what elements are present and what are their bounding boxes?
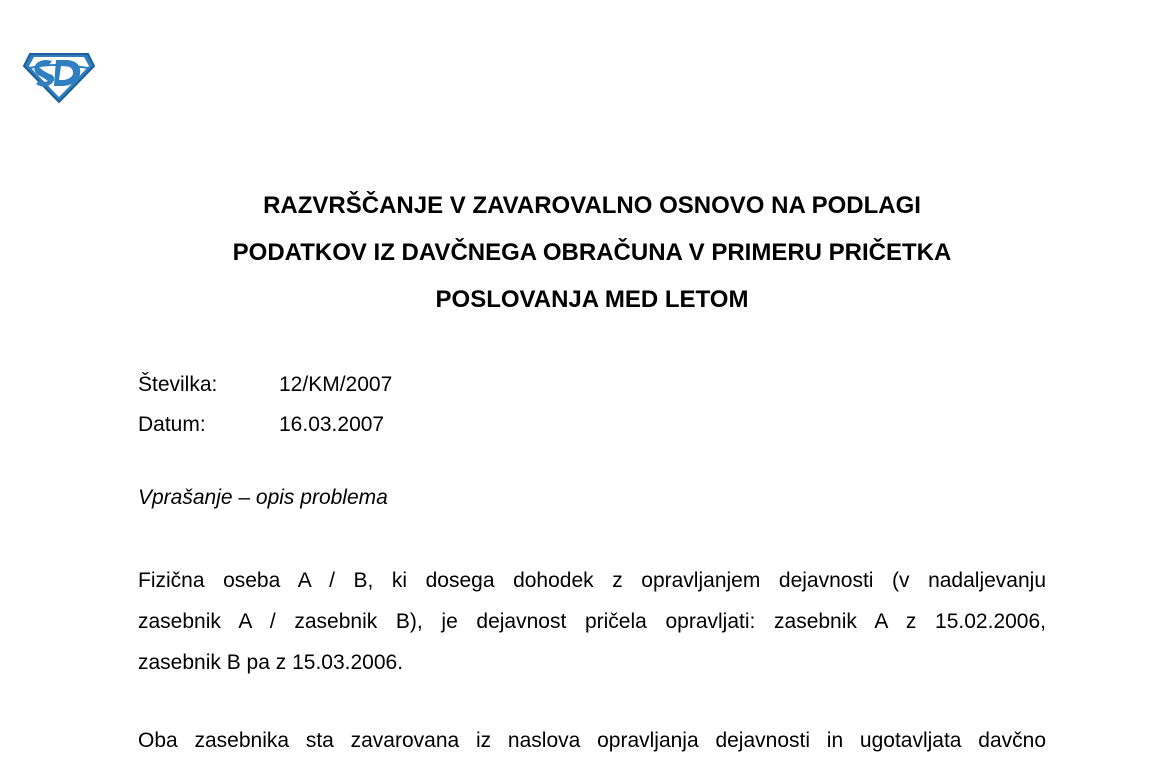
paragraph-1-line-1: Fizična oseba A / B, ki dosega dohodek z opravljanjem dejavnosti (v nadaljevanju bbox=[138, 569, 1046, 592]
document-title bbox=[0, 182, 1157, 323]
number-value: 12/KM/2007 bbox=[279, 373, 393, 396]
title-line-1: RAZVRŠČANJE V ZAVAROVALNO OSNOVO NA PODLAGI bbox=[263, 192, 921, 219]
paragraph-1-line-2: zasebnik A / zasebnik B), je dejavnost pričela opravljati: zasebnik A z 15.02.2006, bbox=[138, 610, 1046, 633]
paragraph-2 bbox=[138, 720, 1046, 761]
number-label: Številka: bbox=[138, 373, 218, 396]
paragraph-1 bbox=[138, 560, 1046, 683]
date-value: 16.03.2007 bbox=[279, 413, 385, 436]
logo-diamond-icon bbox=[22, 48, 96, 104]
meta-date-row bbox=[138, 405, 392, 445]
question-heading: Vprašanje – opis problema bbox=[138, 486, 388, 509]
document-meta bbox=[138, 365, 392, 445]
paragraph-1-line-3: zasebnik B pa z 15.03.2006. bbox=[138, 651, 404, 674]
title-line-2: PODATKOV IZ DAVČNEGA OBRAČUNA V PRIMERU PRIČETKA bbox=[232, 239, 952, 266]
date-label: Datum: bbox=[138, 413, 206, 436]
title-line-3: POSLOVANJA MED LETOM bbox=[435, 286, 749, 313]
paragraph-2-line-1: Oba zasebnika sta zavarovana iz naslova opravljanja dejavnosti in ugotavljata davčno bbox=[138, 729, 1046, 752]
meta-number-row bbox=[138, 365, 392, 405]
company-logo bbox=[22, 48, 96, 104]
